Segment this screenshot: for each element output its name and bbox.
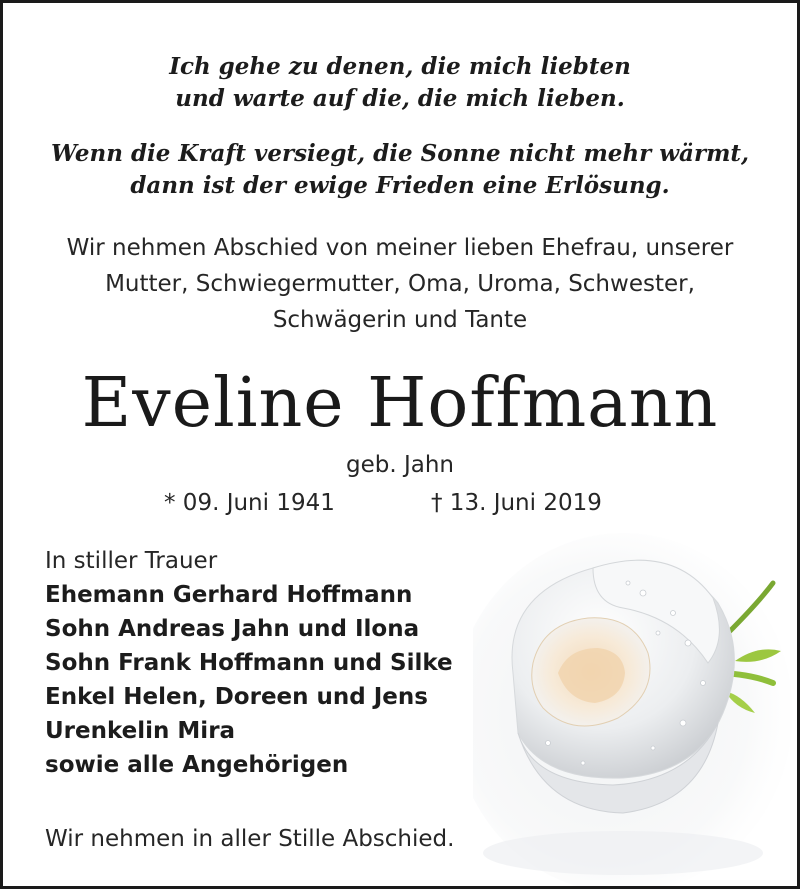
death-date: † 13. Juni 2019: [431, 490, 602, 516]
white-rose-icon: [473, 523, 800, 889]
farewell-intro-line-2: Mutter, Schwiegermutter, Oma, Uroma, Schwester,: [105, 271, 695, 297]
verse-1: [3, 51, 797, 115]
farewell-intro-line-3: Schwägerin und Tante: [272, 307, 528, 333]
mourning-intro: In stiller Trauer: [45, 548, 218, 574]
mourners-list: [45, 544, 453, 782]
mourner-name: Sohn Andreas Jahn und Ilona: [45, 616, 420, 642]
mourner-name: Ehemann Gerhard Hoffmann: [45, 582, 413, 608]
closing-line: Wir nehmen in aller Stille Abschied.: [45, 826, 455, 852]
verse-1-line-2: und warte auf die, die mich lieben.: [175, 85, 625, 112]
mourner-name: Urenkelin Mira: [45, 718, 236, 744]
farewell-intro-line-1: Wir nehmen Abschied von meiner lieben Ehefrau, unserer: [66, 235, 734, 261]
verse-1-line-1: Ich gehe zu denen, die mich liebten: [169, 53, 631, 80]
verse-2-line-1: Wenn die Kraft versiegt, die Sonne nicht mehr wärmt,: [50, 140, 750, 167]
maiden-name: geb. Jahn: [345, 452, 454, 478]
birth-date: * 09. Juni 1941: [164, 490, 335, 516]
mourner-name: sowie alle Angehörigen: [45, 752, 349, 778]
verse-2: [3, 138, 797, 202]
mourner-name: Enkel Helen, Doreen und Jens: [45, 684, 428, 710]
deceased-name: Eveline Hoffmann: [81, 364, 719, 443]
farewell-intro: [3, 230, 797, 338]
mourner-name: Sohn Frank Hoffmann und Silke: [45, 650, 453, 676]
verse-2-line-2: dann ist der ewige Frieden eine Erlösung.: [130, 172, 670, 199]
